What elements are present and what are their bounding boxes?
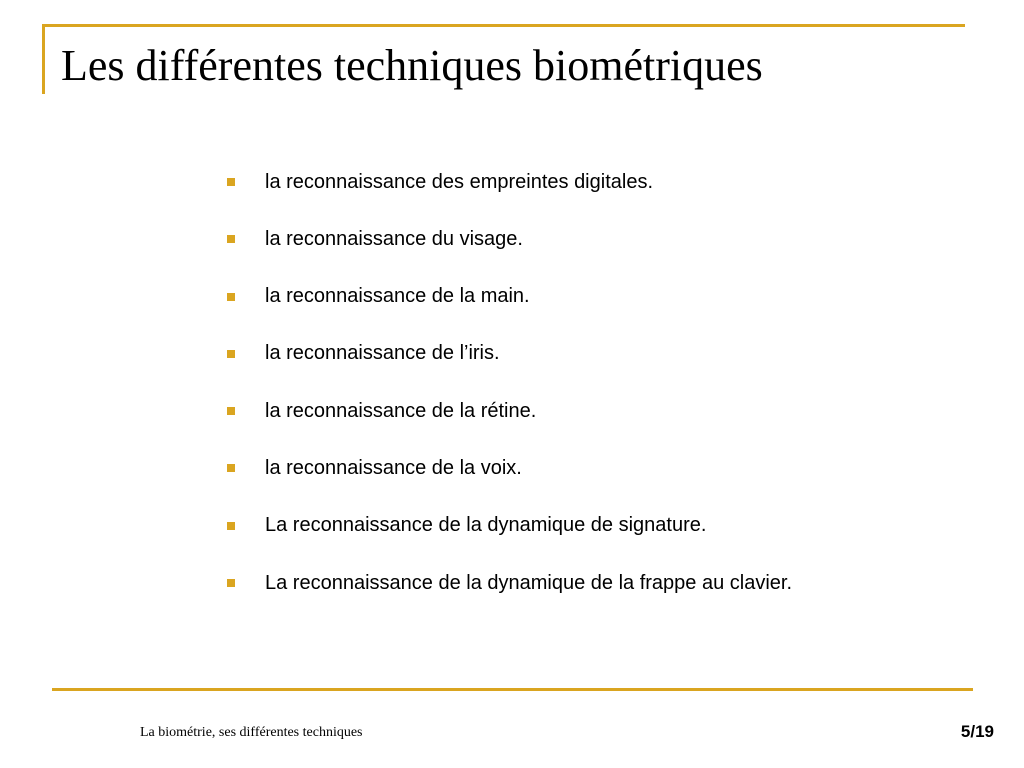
square-bullet-icon <box>227 522 235 530</box>
bullet-item <box>227 340 792 368</box>
slide-title: Les différentes techniques biométriques <box>61 41 763 90</box>
bullet-text: La reconnaissance de la dynamique de la frappe au clavier. <box>265 571 793 594</box>
footer-title: La biométrie, ses différentes techniques <box>140 725 363 740</box>
bullet-item <box>227 168 792 196</box>
bullet-text: La reconnaissance de la dynamique de signature. <box>265 514 707 537</box>
bullet-item <box>227 454 792 482</box>
title-accent-left-line <box>42 24 45 94</box>
square-bullet-icon <box>227 350 235 358</box>
footer-divider <box>52 688 973 691</box>
square-bullet-icon <box>227 293 235 301</box>
bullet-text: la reconnaissance de l’iris. <box>265 342 500 365</box>
bullet-text: la reconnaissance de la rétine. <box>265 399 537 422</box>
bullet-item <box>227 397 792 425</box>
square-bullet-icon <box>227 579 235 587</box>
square-bullet-icon <box>227 407 235 415</box>
bullet-item <box>227 283 792 311</box>
bullet-item <box>227 512 792 540</box>
bullet-text: la reconnaissance des empreintes digitales. <box>265 170 653 193</box>
title-accent-top-line <box>42 24 965 27</box>
bullet-text: la reconnaissance de la voix. <box>265 456 522 479</box>
square-bullet-icon <box>227 464 235 472</box>
page-number: 5/19 <box>960 722 994 741</box>
bullet-item <box>227 569 792 597</box>
square-bullet-icon <box>227 178 235 186</box>
bullet-list <box>227 168 792 626</box>
bullet-text: la reconnaissance du visage. <box>265 227 523 250</box>
bullet-text: la reconnaissance de la main. <box>265 285 530 308</box>
bullet-item <box>227 225 792 253</box>
square-bullet-icon <box>227 235 235 243</box>
